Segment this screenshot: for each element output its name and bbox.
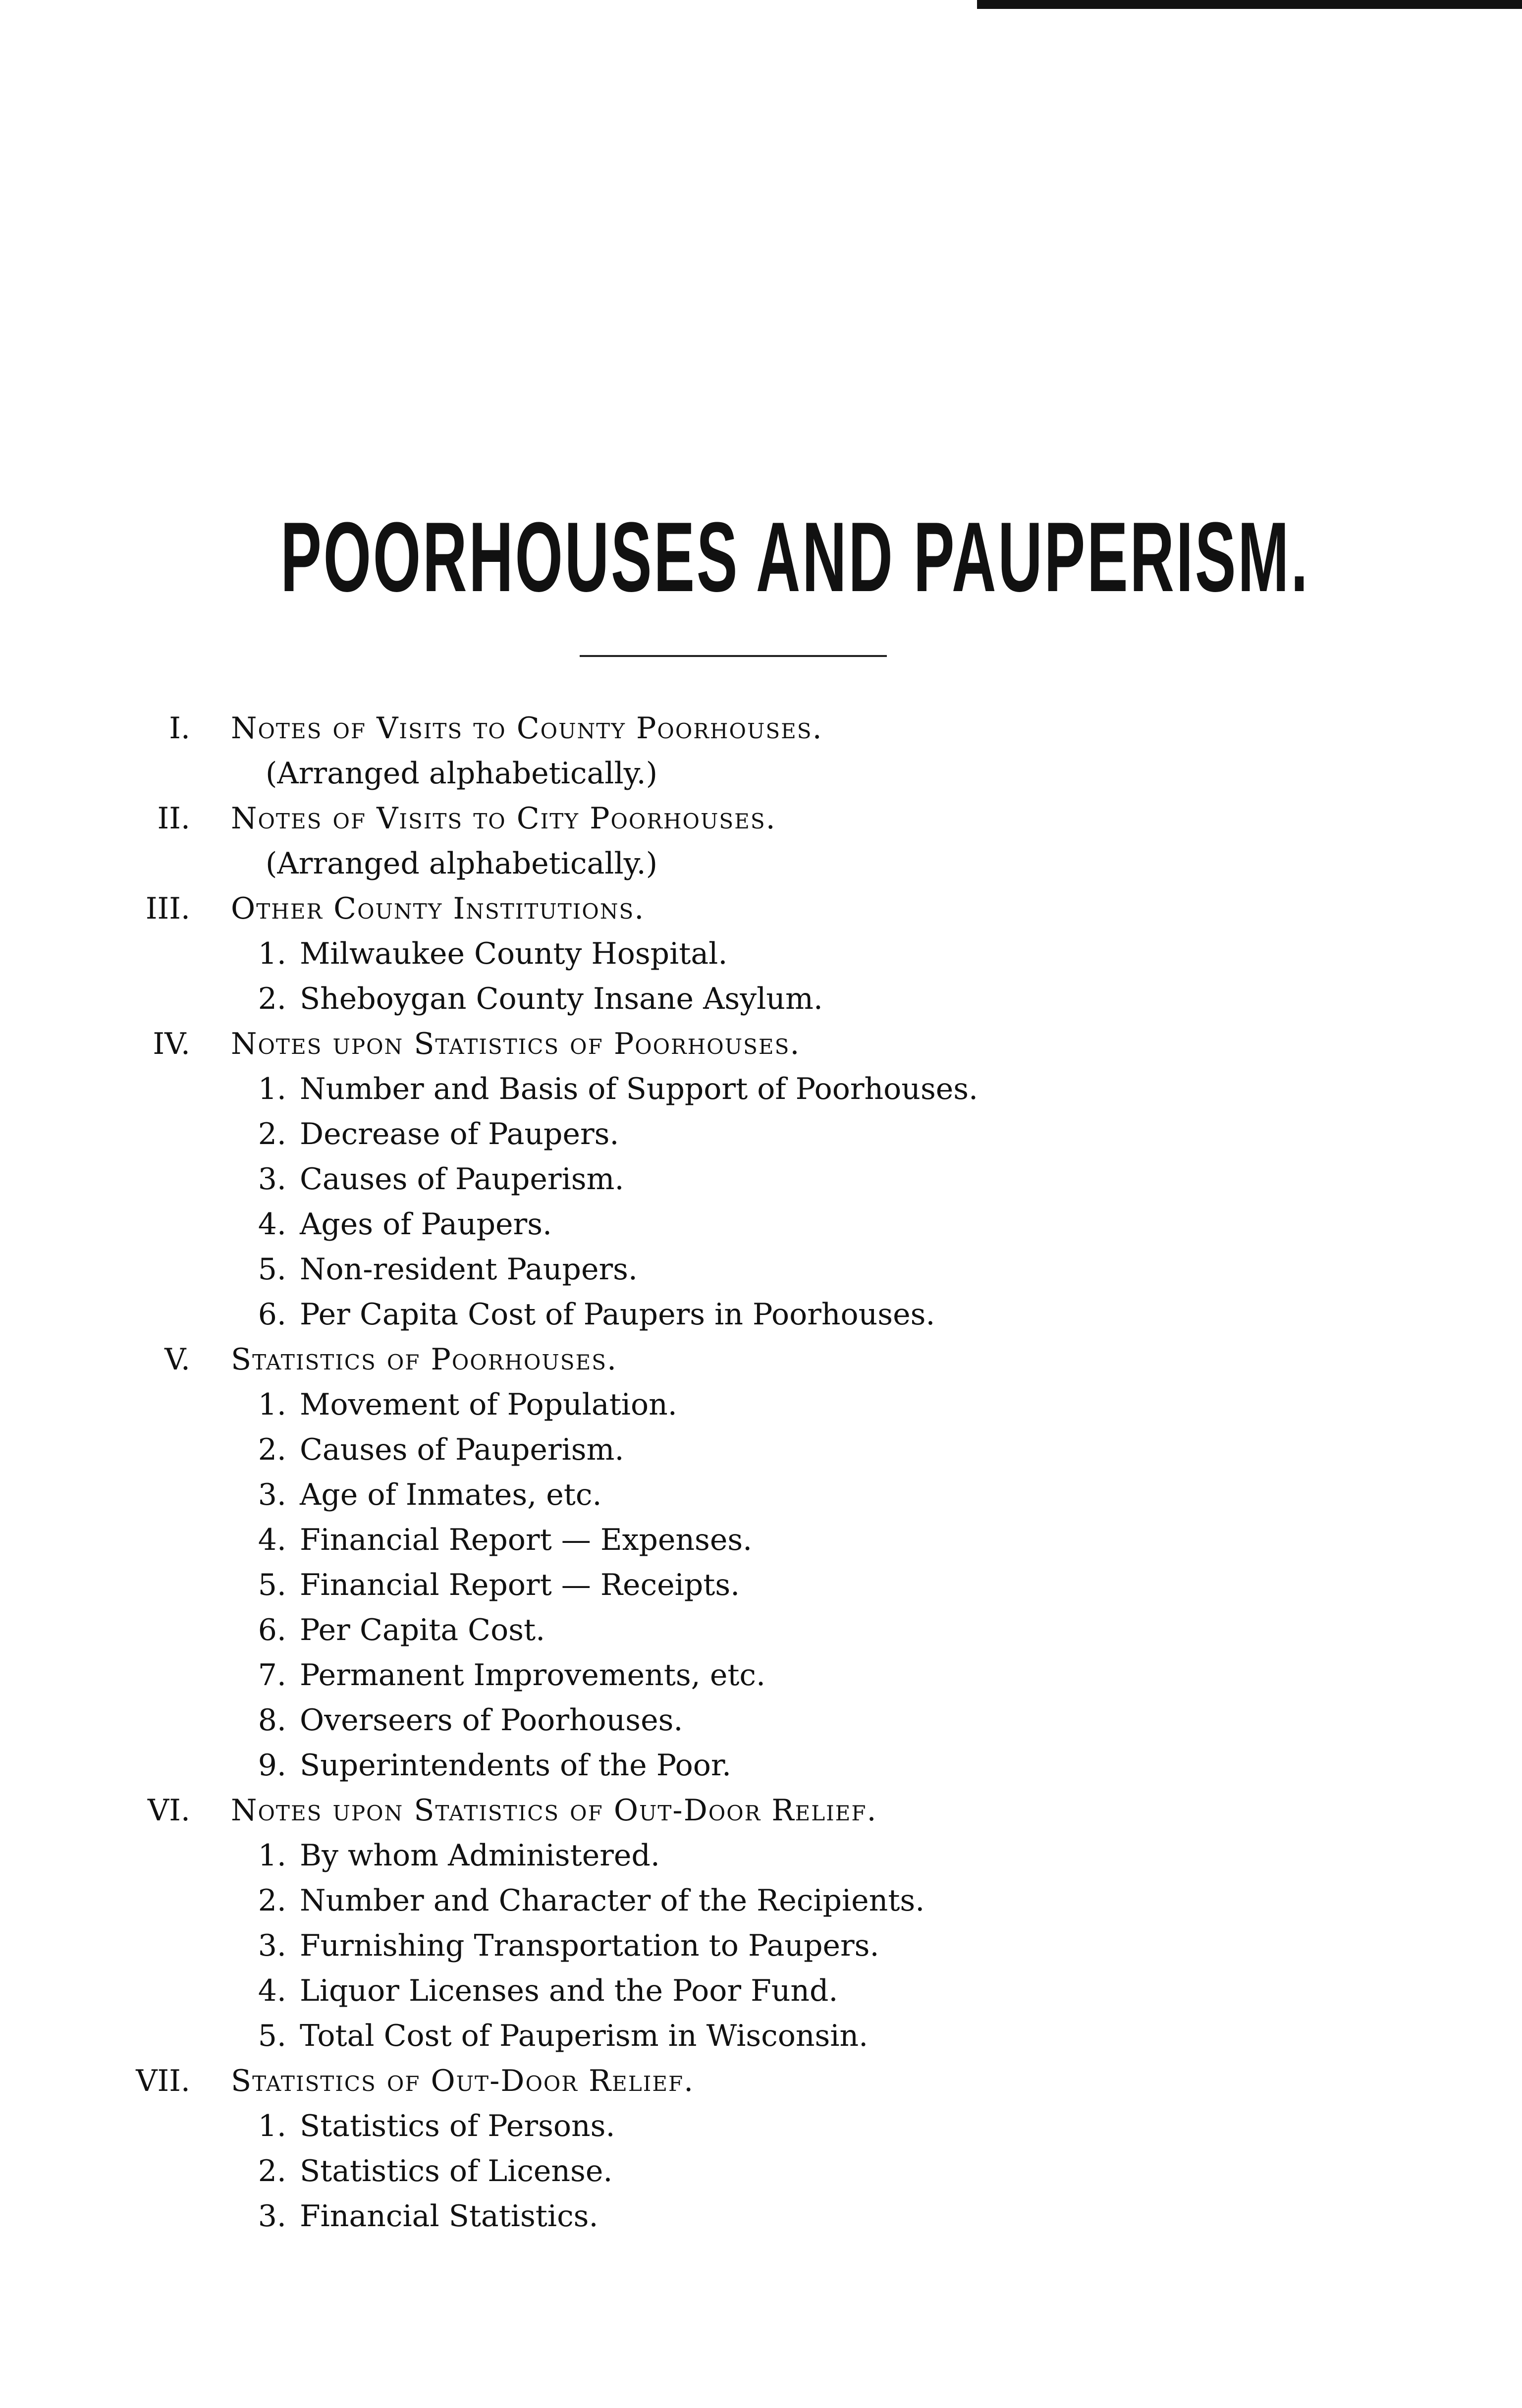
section-title: Notes upon Statistics of Out-Door Relief. bbox=[231, 1793, 877, 1828]
toc-item-number: 6. bbox=[258, 1613, 286, 1647]
toc-item-text: Permanent Improvements, etc. bbox=[300, 1658, 766, 1693]
toc-item-number: 1. bbox=[258, 936, 286, 971]
toc-item bbox=[0, 1247, 1522, 1292]
toc-item-text: Statistics of Persons. bbox=[300, 2109, 615, 2143]
toc-item bbox=[0, 1067, 1522, 1112]
toc-item-text: Decrease of Paupers. bbox=[300, 1117, 619, 1151]
toc-item-text: Furnishing Transportation to Paupers. bbox=[300, 1928, 879, 1963]
toc-item bbox=[0, 1518, 1522, 1563]
toc-item bbox=[0, 1923, 1522, 1969]
toc-item-text: Financial Report — Expenses. bbox=[300, 1523, 753, 1557]
toc-item bbox=[0, 1969, 1522, 2014]
section-numeral: I. bbox=[169, 711, 190, 746]
toc-item bbox=[0, 1608, 1522, 1653]
scan-edge-mark bbox=[977, 0, 1522, 9]
toc-item-number: 8. bbox=[258, 1703, 286, 1738]
toc-item bbox=[0, 1878, 1522, 1923]
toc-item-text: Milwaukee County Hospital. bbox=[300, 936, 728, 971]
toc-item bbox=[0, 977, 1522, 1022]
toc-item-number: 3. bbox=[258, 1162, 286, 1197]
toc-item-number: 1. bbox=[258, 1072, 286, 1106]
section-numeral: IV. bbox=[153, 1027, 190, 1061]
toc-item bbox=[0, 1653, 1522, 1698]
toc-item-number: 9. bbox=[258, 1748, 286, 1783]
toc-item-text: Overseers of Poorhouses. bbox=[300, 1703, 683, 1738]
toc-section-heading bbox=[0, 706, 1522, 751]
toc-item-text: Financial Statistics. bbox=[300, 2199, 598, 2234]
toc-item-number: 4. bbox=[258, 1973, 286, 2008]
toc-item-text: Liquor Licenses and the Poor Fund. bbox=[300, 1973, 838, 2008]
toc-item-text: Financial Report — Receipts. bbox=[300, 1568, 740, 1602]
section-title: Notes upon Statistics of Poorhouses. bbox=[231, 1027, 801, 1061]
toc-item-number: 3. bbox=[258, 2199, 286, 2234]
toc-item-text: Movement of Population. bbox=[300, 1387, 677, 1422]
toc-section-note-row bbox=[0, 841, 1522, 886]
toc-item bbox=[0, 2014, 1522, 2059]
section-title: Notes of Visits to City Poorhouses. bbox=[231, 801, 776, 836]
toc-item bbox=[0, 1743, 1522, 1788]
toc-section-heading bbox=[0, 1788, 1522, 1833]
toc-item bbox=[0, 1473, 1522, 1518]
toc-section-heading bbox=[0, 1022, 1522, 1067]
section-note: (Arranged alphabetically.) bbox=[266, 846, 658, 881]
toc-item-number: 1. bbox=[258, 2109, 286, 2143]
toc-item-text: Ages of Paupers. bbox=[300, 1207, 552, 1242]
toc-item-text: Age of Inmates, etc. bbox=[300, 1478, 602, 1512]
section-numeral: VII. bbox=[136, 2064, 190, 2098]
toc-item bbox=[0, 1698, 1522, 1743]
toc-item-number: 2. bbox=[258, 1117, 286, 1151]
toc-item-text: Superintendents of the Poor. bbox=[300, 1748, 732, 1783]
toc-item bbox=[0, 931, 1522, 977]
toc-item-number: 1. bbox=[258, 1838, 286, 1873]
toc-item-number: 1. bbox=[258, 1387, 286, 1422]
toc-item-text: Per Capita Cost. bbox=[300, 1613, 545, 1647]
toc-item-text: Causes of Pauperism. bbox=[300, 1162, 624, 1197]
section-title: Other County Institutions. bbox=[231, 891, 645, 926]
toc-section-heading bbox=[0, 1337, 1522, 1382]
table-of-contents bbox=[0, 706, 1522, 2239]
toc-item-text: Causes of Pauperism. bbox=[300, 1432, 624, 1467]
page-title: POORHOUSES AND PAUPERISM. bbox=[280, 502, 1310, 612]
toc-item bbox=[0, 1157, 1522, 1202]
toc-item bbox=[0, 1202, 1522, 1247]
section-numeral: II. bbox=[157, 801, 190, 836]
toc-item-number: 2. bbox=[258, 982, 286, 1016]
section-title: Notes of Visits to County Poorhouses. bbox=[231, 711, 823, 746]
section-numeral: V. bbox=[164, 1342, 190, 1377]
toc-item-text: Number and Character of the Recipients. bbox=[300, 1883, 925, 1918]
toc-item bbox=[0, 1112, 1522, 1157]
toc-item-text: Sheboygan County Insane Asylum. bbox=[300, 982, 823, 1016]
toc-item-number: 7. bbox=[258, 1658, 286, 1693]
toc-item-number: 2. bbox=[258, 1883, 286, 1918]
toc-item-text: Number and Basis of Support of Poorhouses. bbox=[300, 1072, 978, 1106]
toc-item-number: 2. bbox=[258, 2154, 286, 2189]
toc-item-number: 5. bbox=[258, 2019, 286, 2053]
toc-item-number: 6. bbox=[258, 1297, 286, 1332]
title-rule bbox=[580, 655, 887, 657]
toc-item-text: Total Cost of Pauperism in Wisconsin. bbox=[300, 2019, 869, 2053]
section-numeral: VI. bbox=[147, 1793, 190, 1828]
toc-item-number: 2. bbox=[258, 1432, 286, 1467]
toc-item bbox=[0, 1382, 1522, 1427]
toc-item bbox=[0, 1427, 1522, 1473]
section-title: Statistics of Poorhouses. bbox=[231, 1342, 618, 1377]
toc-item-text: Per Capita Cost of Paupers in Poorhouses. bbox=[300, 1297, 935, 1332]
toc-section-note-row bbox=[0, 751, 1522, 796]
toc-item-number: 5. bbox=[258, 1568, 286, 1602]
section-numeral: III. bbox=[145, 891, 190, 926]
section-title: Statistics of Out-Door Relief. bbox=[231, 2064, 695, 2098]
toc-section-heading bbox=[0, 2059, 1522, 2104]
toc-item-text: Non-resident Paupers. bbox=[300, 1252, 638, 1287]
toc-item bbox=[0, 1833, 1522, 1878]
toc-item-text: By whom Administered. bbox=[300, 1838, 660, 1873]
toc-item-number: 4. bbox=[258, 1523, 286, 1557]
toc-item bbox=[0, 2104, 1522, 2149]
toc-item bbox=[0, 2149, 1522, 2194]
toc-item-number: 4. bbox=[258, 1207, 286, 1242]
toc-section-heading bbox=[0, 886, 1522, 931]
toc-section-heading bbox=[0, 796, 1522, 841]
toc-item-number: 3. bbox=[258, 1478, 286, 1512]
toc-item-number: 5. bbox=[258, 1252, 286, 1287]
toc-item bbox=[0, 1563, 1522, 1608]
toc-item-text: Statistics of License. bbox=[300, 2154, 613, 2189]
section-note: (Arranged alphabetically.) bbox=[266, 756, 658, 791]
toc-item-number: 3. bbox=[258, 1928, 286, 1963]
toc-item bbox=[0, 1292, 1522, 1337]
toc-item bbox=[0, 2194, 1522, 2239]
